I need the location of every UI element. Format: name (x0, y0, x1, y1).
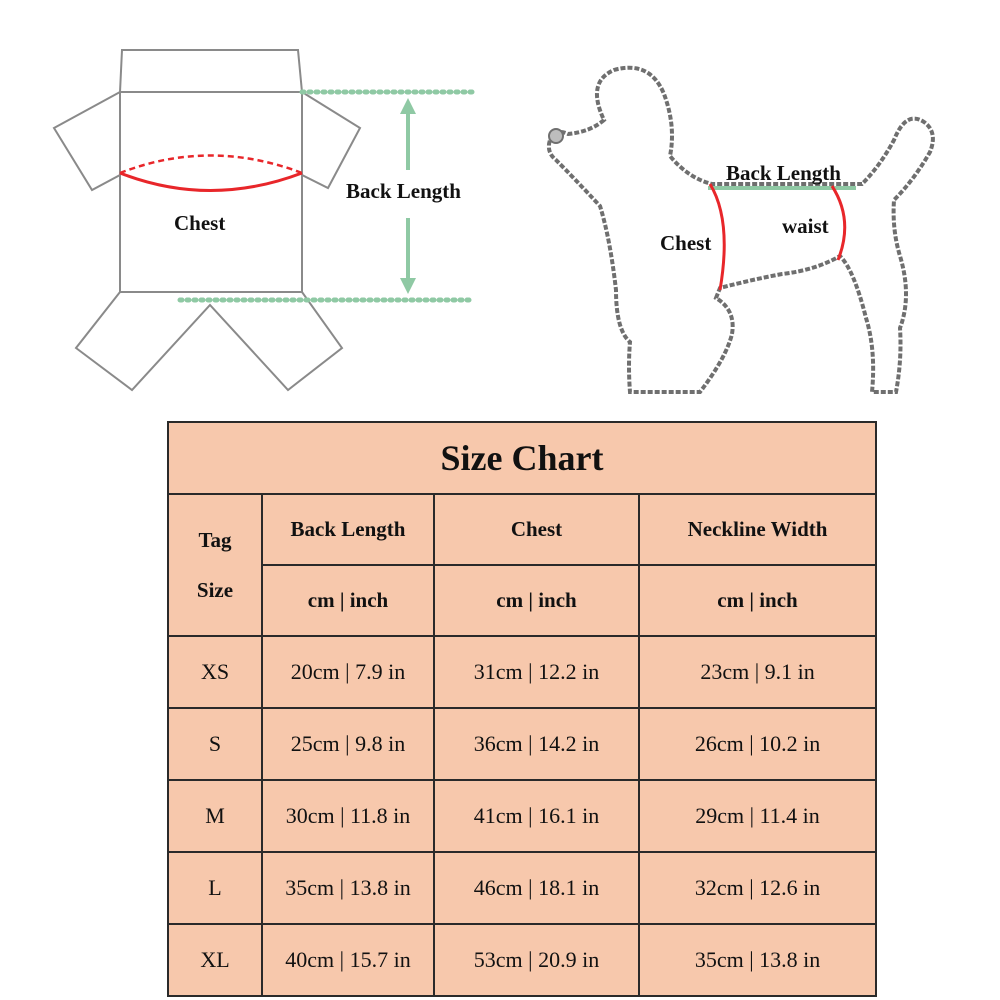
dog-waist-label: waist (782, 214, 829, 238)
garment-back-length-label: Back Length (346, 179, 461, 203)
size-chart-header-row (168, 494, 876, 565)
back-length-cell: 40cm | 15.7 in (262, 924, 434, 996)
chest-cell: 41cm | 16.1 in (434, 780, 639, 852)
size-cell: L (168, 852, 262, 924)
tag-size-header (168, 494, 262, 636)
garment-chest-label: Chest (174, 211, 226, 235)
dog-diagram (520, 60, 980, 405)
back-length-cell: 35cm | 13.8 in (262, 852, 434, 924)
size-chart-title-row (168, 422, 876, 494)
garment-legs-shape (76, 292, 342, 390)
dog-chest-label: Chest (660, 231, 712, 255)
chest-cell: 53cm | 20.9 in (434, 924, 639, 996)
table-row (168, 780, 876, 852)
garment-right-sleeve (302, 92, 360, 188)
back-length-cell: 30cm | 11.8 in (262, 780, 434, 852)
size-chart-title: Size Chart (168, 422, 876, 494)
garment-collar-shape (120, 50, 302, 92)
back-length-column-header: Back Length (262, 494, 434, 565)
back-length-unit: cm | inch (262, 565, 434, 636)
measurement-diagrams (0, 0, 1000, 410)
back-length-cell: 25cm | 9.8 in (262, 708, 434, 780)
chest-cell: 31cm | 12.2 in (434, 636, 639, 708)
size-cell: S (168, 708, 262, 780)
table-row (168, 924, 876, 996)
dog-silhouette (549, 68, 933, 392)
neckline-width-cell: 26cm | 10.2 in (639, 708, 876, 780)
chest-column-header: Chest (434, 494, 639, 565)
size-cell: XS (168, 636, 262, 708)
tag-header-line2: Size (196, 578, 234, 602)
dog-back-length-label: Back Length (726, 161, 841, 185)
table-row (168, 636, 876, 708)
size-cell: XL (168, 924, 262, 996)
neckline-width-cell: 32cm | 12.6 in (639, 852, 876, 924)
size-chart-table (167, 421, 877, 997)
neckline-width-cell: 29cm | 11.4 in (639, 780, 876, 852)
chest-cell: 46cm | 18.1 in (434, 852, 639, 924)
dog-nose-icon (549, 129, 563, 143)
neckline-width-cell: 35cm | 13.8 in (639, 924, 876, 996)
chest-cell: 36cm | 14.2 in (434, 708, 639, 780)
table-row (168, 708, 876, 780)
neckline-width-unit: cm | inch (639, 565, 876, 636)
garment-left-sleeve (54, 92, 120, 190)
back-length-cell: 20cm | 7.9 in (262, 636, 434, 708)
table-row (168, 852, 876, 924)
garment-diagram (40, 30, 500, 405)
size-cell: M (168, 780, 262, 852)
neckline-width-cell: 23cm | 9.1 in (639, 636, 876, 708)
size-chart-unit-row (168, 565, 876, 636)
chest-unit: cm | inch (434, 565, 639, 636)
tag-header-line1: Tag (198, 528, 232, 552)
neckline-width-column-header: Neckline Width (639, 494, 876, 565)
